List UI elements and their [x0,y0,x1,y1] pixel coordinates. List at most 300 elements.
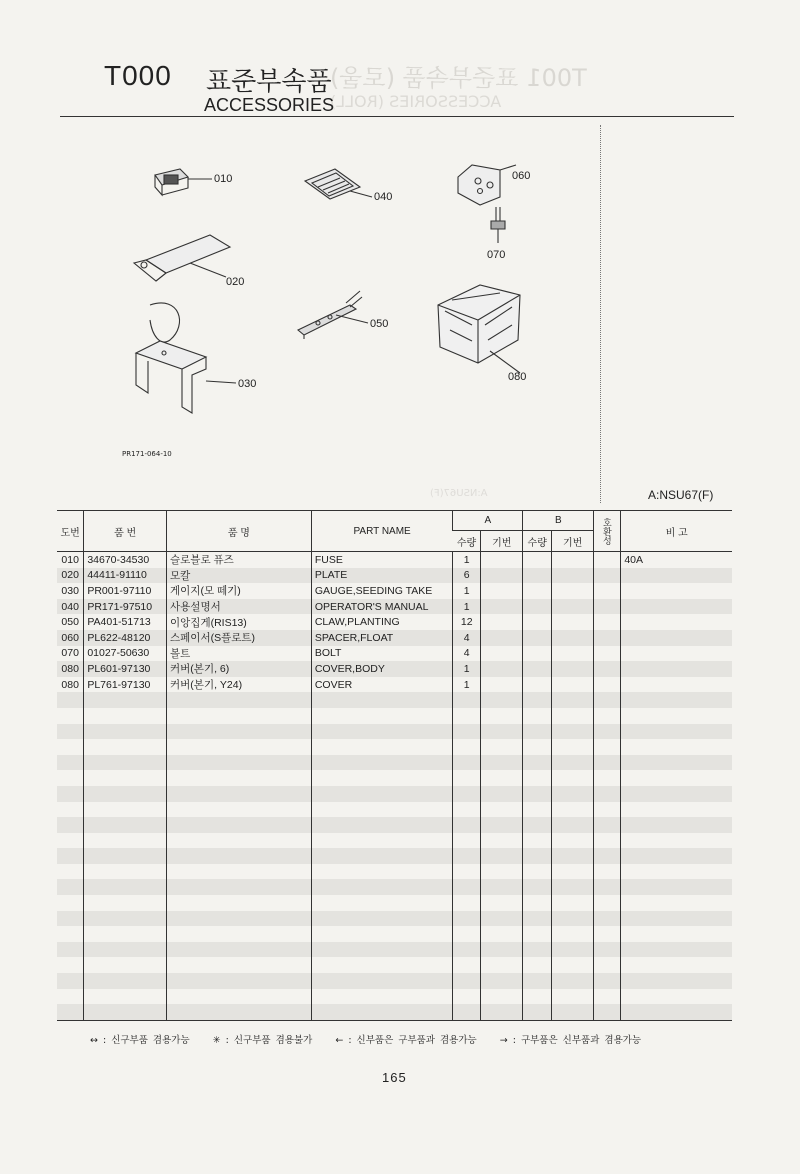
cell-qty-b [523,708,552,724]
cell-qty-a: 4 [453,646,481,662]
cell-qty-a [453,833,481,849]
cell-part-name [311,864,453,880]
cell-compat [594,957,621,973]
cell-remark [621,848,732,864]
cell-remark [621,786,732,802]
cell-qty-a: 1 [453,677,481,693]
cell-ref [57,848,84,864]
cell-part-no [84,708,167,724]
cell-qty-a [453,895,481,911]
cell-compat [594,911,621,927]
cell-base-a [481,614,523,630]
compatibility-legend [90,1032,659,1046]
cell-name-ko [167,879,312,895]
col-group-b: B [523,511,594,531]
cell-base-b [552,661,594,677]
cell-base-b [552,599,594,615]
cell-qty-b [523,848,552,864]
page-title-korean: 표준부속품 [206,67,332,97]
callout-080: 080 [508,371,527,383]
cell-part-name: PLATE [311,568,453,584]
cell-compat [594,989,621,1005]
cell-base-b [552,770,594,786]
callout-030: 030 [238,378,257,390]
cell-part-name: BOLT [311,646,453,662]
cell-part-name [311,755,453,771]
cell-qty-a [453,786,481,802]
cell-base-b [552,989,594,1005]
cell-part-name: COVER [311,677,453,693]
col-compat: 호환성 [594,511,621,552]
cell-base-a [481,895,523,911]
cell-qty-b [523,770,552,786]
cell-part-name [311,724,453,740]
cell-name-ko [167,989,312,1005]
cell-part-no: PL761-97130 [84,677,167,693]
cell-part-name [311,802,453,818]
cell-part-name: SPACER,FLOAT [311,630,453,646]
cell-qty-b [523,583,552,599]
table-row [57,646,732,662]
cell-part-no [84,724,167,740]
cell-base-b [552,552,594,568]
cell-part-name [311,879,453,895]
cell-qty-a [453,848,481,864]
cell-part-name [311,708,453,724]
cell-part-no [84,911,167,927]
cell-name-ko: 볼트 [167,646,312,662]
col-qty-b: 수량 [523,531,552,552]
cell-qty-a: 12 [453,614,481,630]
cell-base-b [552,848,594,864]
cell-qty-b [523,911,552,927]
cell-part-no [84,770,167,786]
cell-part-no [84,957,167,973]
bleed-through-header: T001 표준부속품 (로울) [330,64,587,92]
cell-part-no: PA401-51713 [84,614,167,630]
cell-name-ko [167,817,312,833]
cell-base-a [481,802,523,818]
cell-ref [57,724,84,740]
spacer-drawing [458,165,516,205]
table-row [57,630,732,646]
cell-qty-b [523,630,552,646]
cell-part-name [311,1004,453,1020]
cell-base-a [481,1004,523,1020]
cell-name-ko: 모칼 [167,568,312,584]
cell-name-ko [167,724,312,740]
cell-name-ko [167,833,312,849]
cell-part-name [311,817,453,833]
cell-name-ko [167,755,312,771]
cell-qty-b [523,864,552,880]
table-row-blank [57,739,732,755]
cell-part-no [84,692,167,708]
cell-base-a [481,973,523,989]
cell-ref: 080 [57,661,84,677]
cell-part-name: CLAW,PLANTING [311,614,453,630]
table-row-blank [57,786,732,802]
cell-part-name [311,942,453,958]
cell-compat [594,770,621,786]
cell-qty-b [523,755,552,771]
bleed-through-subheader: ACCESSORIES (ROLL) [330,92,502,111]
cell-base-b [552,630,594,646]
callout-060: 060 [512,170,531,182]
cell-compat [594,926,621,942]
cell-ref [57,973,84,989]
cell-name-ko [167,739,312,755]
table-row-blank [57,926,732,942]
table-row-blank [57,692,732,708]
callout-020: 020 [226,276,245,288]
cell-remark [621,817,732,833]
cell-compat [594,630,621,646]
cell-compat [594,739,621,755]
cell-part-name [311,692,453,708]
table-row-blank [57,802,732,818]
page-number: 165 [382,1070,407,1085]
cell-compat [594,552,621,568]
cell-name-ko [167,802,312,818]
table-row-blank [57,989,732,1005]
table-row-blank [57,957,732,973]
table-row [57,677,732,693]
cell-part-no: 44411-91110 [84,568,167,584]
cell-compat [594,724,621,740]
cell-qty-b [523,973,552,989]
cell-qty-b [523,802,552,818]
cell-base-b [552,817,594,833]
cell-compat [594,646,621,662]
cell-qty-b [523,677,552,693]
cell-name-ko: 사용설명서 [167,599,312,615]
diagram-border [600,125,601,503]
callout-010: 010 [214,173,233,185]
cell-part-no [84,755,167,771]
cell-name-ko [167,848,312,864]
cell-part-no [84,833,167,849]
cell-part-no: 34670-34530 [84,552,167,568]
cell-qty-a [453,802,481,818]
cell-remark [621,973,732,989]
cell-remark [621,957,732,973]
cell-base-b [552,755,594,771]
cell-name-ko [167,692,312,708]
cell-compat [594,817,621,833]
cell-ref: 060 [57,630,84,646]
figure-id: PR171-064-10 [122,450,172,458]
cell-compat [594,802,621,818]
cell-name-ko [167,895,312,911]
cell-part-no [84,989,167,1005]
cell-part-name [311,989,453,1005]
cell-name-ko [167,926,312,942]
cell-ref: 020 [57,568,84,584]
cell-name-ko [167,957,312,973]
cell-remark [621,864,732,880]
cell-remark [621,942,732,958]
plate-drawing [134,235,230,281]
cell-name-ko: 커버(본기, Y24) [167,677,312,693]
table-row [57,568,732,584]
cell-part-no: PL601-97130 [84,661,167,677]
cell-qty-b [523,552,552,568]
table-row [57,552,732,568]
cell-ref [57,864,84,880]
table-row-blank [57,848,732,864]
cell-ref: 050 [61,616,79,629]
cell-remark [621,833,732,849]
cell-remark [621,630,732,646]
cell-compat [594,786,621,802]
page-title-english: ACCESSORIES [204,95,335,115]
cell-ref [57,692,84,708]
cell-remark [621,755,732,771]
table-row-blank [57,895,732,911]
cell-qty-a [453,739,481,755]
cell-part-no [84,926,167,942]
cell-qty-a [453,692,481,708]
cell-remark [621,802,732,818]
cell-ref: 030 [61,584,79,597]
cell-qty-a: 4 [453,630,481,646]
cell-base-b [552,879,594,895]
cell-base-a [481,677,523,693]
cell-name-ko [167,864,312,880]
cell-part-no [84,895,167,911]
section-code: T000 [104,60,172,91]
cell-base-a [481,770,523,786]
cell-base-b [552,942,594,958]
cell-base-b [552,833,594,849]
cell-remark [621,583,732,599]
table-row-blank [57,833,732,849]
table-row-blank [57,973,732,989]
table-row-blank [57,864,732,880]
cell-remark [621,677,732,693]
cell-qty-b [523,568,552,584]
cell-part-no: PR171-97510 [84,599,167,615]
cell-name-ko [167,770,312,786]
cell-base-b [552,677,594,693]
cell-remark [621,879,732,895]
cell-base-a [481,552,523,568]
cell-part-name [311,739,453,755]
cell-base-b [552,646,594,662]
callout-070: 070 [487,249,506,261]
parts-table [57,510,732,1021]
cell-base-b [552,957,594,973]
cell-base-a [481,724,523,740]
cell-part-no [84,802,167,818]
cell-qty-b [523,661,552,677]
cell-part-no: PR001-97110 [84,583,167,599]
cell-part-name: GAUGE,SEEDING TAKE [311,583,453,599]
cell-base-b [552,802,594,818]
cell-part-name [311,926,453,942]
cell-compat [594,661,621,677]
cell-part-name [311,911,453,927]
cell-compat [594,895,621,911]
cell-base-b [552,614,594,630]
cell-base-b [552,568,594,584]
cell-qty-b [523,614,552,630]
callout-050: 050 [370,318,389,330]
cell-qty-b [523,926,552,942]
cell-qty-b [523,739,552,755]
claw-drawing [298,291,362,339]
cell-compat [594,879,621,895]
cell-part-name [311,786,453,802]
cell-ref [57,817,84,833]
col-base-a: 기번 [481,531,523,552]
cell-ref [57,802,84,818]
cell-name-ko: 게이지(모 떼기) [167,583,312,599]
cell-base-b [552,739,594,755]
cell-base-b [552,864,594,880]
model-note: A:NSU67(F) [648,488,714,502]
gauge-drawing [136,303,206,413]
cell-base-a [481,583,523,599]
cell-base-a [481,755,523,771]
cell-remark [621,692,732,708]
col-name-ko: 품 명 [167,511,312,552]
cell-compat [594,864,621,880]
legend-item: → : 구부품은 신부품과 겸용가능 [499,1035,642,1046]
cell-qty-a [453,879,481,895]
cell-qty-a [453,973,481,989]
cell-qty-a: 1 [453,661,481,677]
cell-part-name [311,833,453,849]
cell-qty-a [453,755,481,771]
cell-qty-a [453,770,481,786]
cell-qty-a [453,989,481,1005]
cell-base-a [481,661,523,677]
cell-base-a [481,692,523,708]
cell-ref [57,895,84,911]
cover-drawing [438,285,520,363]
cell-compat [594,755,621,771]
cell-remark [621,599,732,615]
cell-compat [594,1004,621,1020]
cell-qty-a [453,708,481,724]
cell-base-a [481,817,523,833]
cell-base-b [552,1004,594,1020]
cell-name-ko [167,1004,312,1020]
cell-remark [621,770,732,786]
cell-compat [594,848,621,864]
cell-base-b [552,724,594,740]
cell-base-a [481,879,523,895]
cell-ref [57,1004,84,1020]
cell-qty-a: 1 [453,552,481,568]
col-remarks: 비 고 [621,511,732,552]
cell-remark [621,646,732,662]
cell-qty-a [453,957,481,973]
cell-base-b [552,786,594,802]
cell-compat [594,599,621,615]
table-row-blank [57,755,732,771]
cell-name-ko [167,942,312,958]
cell-part-no [84,973,167,989]
cell-qty-b [523,817,552,833]
cell-name-ko: 스페이서(S플로트) [167,630,312,646]
cell-remark [621,708,732,724]
cell-name-ko [167,911,312,927]
table-row [57,583,732,599]
cell-qty-b [523,1004,552,1020]
cell-ref: 040 [57,599,84,615]
cell-part-no [84,879,167,895]
cell-remark [621,724,732,740]
cell-base-a [481,646,523,662]
cell-ref [57,739,84,755]
table-row-blank [57,817,732,833]
cell-compat [594,833,621,849]
cell-ref [57,879,84,895]
col-ref: 도번 [57,511,84,552]
cell-qty-b [523,942,552,958]
cell-compat [594,973,621,989]
cell-base-b [552,895,594,911]
cell-base-b [552,926,594,942]
table-row-blank [57,708,732,724]
cell-name-ko [167,708,312,724]
cell-part-name [311,895,453,911]
cell-part-no: 01027-50630 [84,646,167,662]
header-divider [60,116,734,117]
cell-base-a [481,989,523,1005]
cell-qty-b [523,957,552,973]
table-row-blank [57,911,732,927]
cell-compat [594,583,621,599]
cell-compat [594,708,621,724]
cell-base-b [552,911,594,927]
cell-ref: 010 [61,553,79,566]
cell-part-name: FUSE [311,552,453,568]
cell-base-a [481,942,523,958]
fuse-drawing [155,169,188,195]
cell-qty-a: 1 [453,583,481,599]
legend-item: ← : 신부품은 구부품과 겸용가능 [335,1035,477,1046]
cell-part-no [84,864,167,880]
cell-part-no [84,1004,167,1020]
cell-qty-a: 1 [453,599,481,615]
cell-qty-b [523,646,552,662]
cell-qty-a [453,1004,481,1020]
bleed-through-model: A:NSU67(F) [430,488,488,499]
cell-qty-b [523,599,552,615]
table-row [57,661,732,677]
cell-ref [57,942,84,958]
cell-qty-a: 6 [453,568,481,584]
table-row-blank [57,1004,732,1020]
cell-qty-b [523,989,552,1005]
cell-base-b [552,973,594,989]
table-row-blank [57,724,732,740]
cell-ref [57,755,84,771]
cell-base-a [481,848,523,864]
cell-base-b [552,692,594,708]
cell-qty-b [523,895,552,911]
cell-base-a [481,864,523,880]
cell-qty-a [453,864,481,880]
cell-base-a [481,568,523,584]
parts-table-body [57,552,732,1021]
cell-name-ko [167,973,312,989]
bolt-drawing [491,207,505,243]
